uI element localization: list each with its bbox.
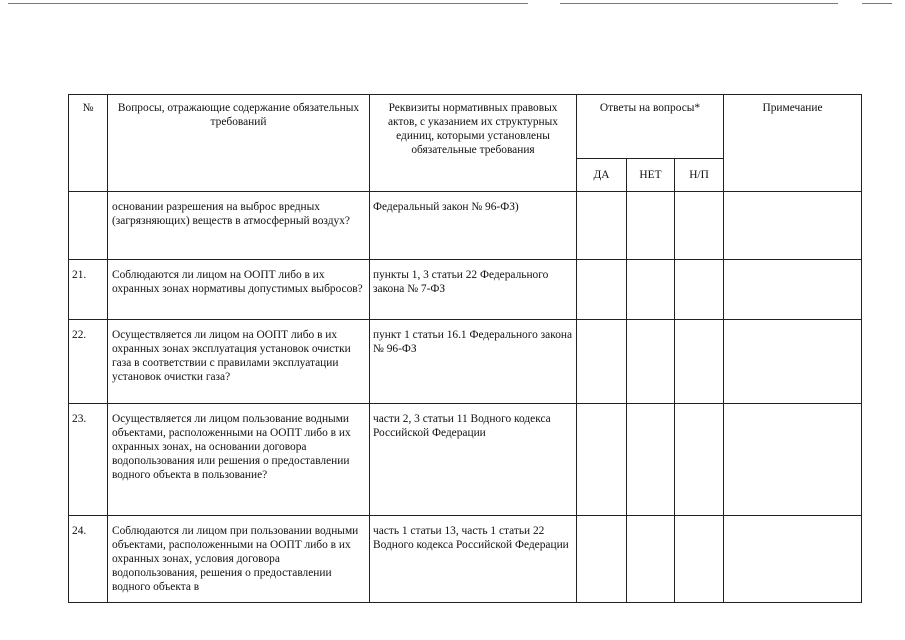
answer-yes-cell[interactable]: [577, 516, 627, 603]
answer-no-cell[interactable]: [627, 516, 675, 603]
top-rule-middle: [560, 3, 838, 4]
answer-no-cell[interactable]: [627, 320, 675, 404]
row-number: 24.: [69, 516, 108, 603]
table-row: [69, 404, 862, 516]
table-row: [69, 516, 862, 603]
answer-na-cell[interactable]: [675, 516, 724, 603]
answer-yes-cell[interactable]: [577, 404, 627, 516]
header-yes: ДА: [577, 159, 627, 192]
table-row: [69, 260, 862, 320]
row-number: [69, 192, 108, 260]
note-cell[interactable]: [724, 516, 862, 603]
row-requisites: пункты 1, 3 статьи 22 Федерального закона № 7-ФЗ: [370, 260, 577, 320]
answer-yes-cell[interactable]: [577, 320, 627, 404]
row-requisites: Федеральный закон № 96-ФЗ): [370, 192, 577, 260]
header-num: №: [69, 95, 108, 192]
answer-yes-cell[interactable]: [577, 260, 627, 320]
answer-no-cell[interactable]: [627, 404, 675, 516]
answer-na-cell[interactable]: [675, 260, 724, 320]
header-questions: Вопросы, отражающие содержание обязательных требований: [108, 95, 370, 192]
row-requisites: пункт 1 статьи 16.1 Федерального закона № 96-ФЗ: [370, 320, 577, 404]
row-number: 23.: [69, 404, 108, 516]
header-row: [69, 95, 862, 159]
note-cell[interactable]: [724, 320, 862, 404]
answer-no-cell[interactable]: [627, 192, 675, 260]
answer-na-cell[interactable]: [675, 192, 724, 260]
answer-na-cell[interactable]: [675, 404, 724, 516]
header-na: Н/П: [675, 159, 724, 192]
row-question: основании разрешения на выброс вредных (загрязняющих) веществ в атмосферный воздух?: [108, 192, 370, 260]
note-cell[interactable]: [724, 404, 862, 516]
answer-na-cell[interactable]: [675, 320, 724, 404]
row-number: 21.: [69, 260, 108, 320]
row-question: Соблюдаются ли лицом при пользовании водными объектами, расположенными на ООПТ либо в их охранных зонах, условия договора водопользования, решения о предоставлении водного объекта в: [108, 516, 370, 603]
row-question: Осуществляется ли лицом пользование водными объектами, расположенными на ООПТ либо в их охранных зонах, на основании договора водопользования или решения о предоставлении водного объекта в пользование?: [108, 404, 370, 516]
answer-no-cell[interactable]: [627, 260, 675, 320]
header-requisites: Реквизиты нормативных правовых актов, с указанием их структурных единиц, которыми установлены обязательные требования: [370, 95, 577, 192]
top-rule-left: [8, 3, 528, 4]
table-row: [69, 192, 862, 260]
header-answers: Ответы на вопросы*: [577, 95, 724, 159]
row-requisites: части 2, 3 статьи 11 Водного кодекса Российской Федерации: [370, 404, 577, 516]
row-question: Соблюдаются ли лицом на ООПТ либо в их охранных зонах нормативы допустимых выбросов?: [108, 260, 370, 320]
header-no: НЕТ: [627, 159, 675, 192]
row-requisites: часть 1 статьи 13, часть 1 статьи 22 Водного кодекса Российской Федерации: [370, 516, 577, 603]
header-note: Примечание: [724, 95, 862, 192]
requirements-table: [68, 94, 862, 603]
row-question: Осуществляется ли лицом на ООПТ либо в их охранных зонах эксплуатация установок очистки газа в соответствии с правилами эксплуатации установок очистки газа?: [108, 320, 370, 404]
note-cell[interactable]: [724, 260, 862, 320]
note-cell[interactable]: [724, 192, 862, 260]
row-number: 22.: [69, 320, 108, 404]
table-row: [69, 320, 862, 404]
top-rule-right: [862, 3, 892, 4]
answer-yes-cell[interactable]: [577, 192, 627, 260]
